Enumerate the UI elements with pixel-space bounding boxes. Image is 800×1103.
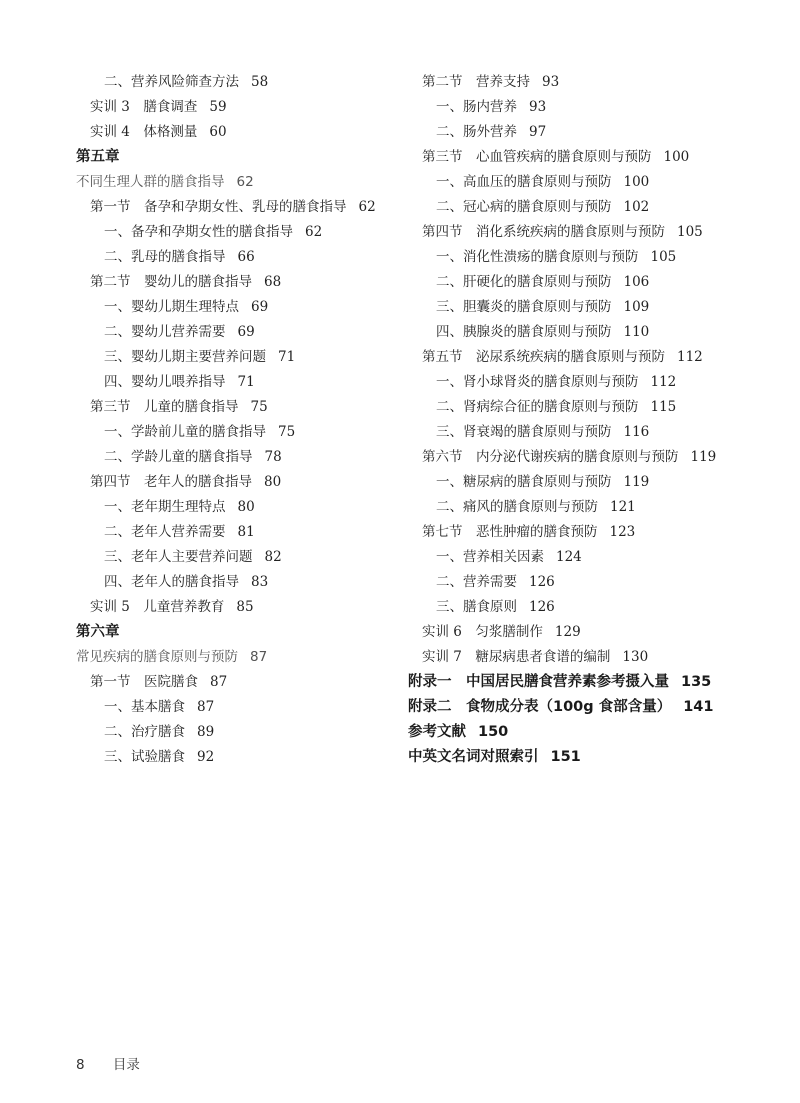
toc-entry-label: 实训 6 匀浆膳制作 <box>422 624 543 640</box>
toc-entry-label: 一、备孕和孕期女性的膳食指导 <box>104 224 293 240</box>
footer-section-label: 目录 <box>112 1057 140 1073</box>
toc-entry-section <box>76 470 396 495</box>
toc-entry-practice <box>76 95 396 120</box>
toc-entry-page: 112 <box>650 374 677 390</box>
toc-entry-label: 一、学龄前儿童的膳食指导 <box>104 424 266 440</box>
toc-entry-section <box>76 670 396 695</box>
toc-entry-label: 四、婴幼儿喂养指导 <box>104 374 226 390</box>
toc-entry-page: 71 <box>237 374 255 390</box>
toc-entry-section <box>408 220 788 245</box>
toc-entry-page: 75 <box>250 399 268 415</box>
toc-entry-appendix <box>408 720 788 745</box>
toc-entry-page: 100 <box>623 174 650 190</box>
toc-entry-label: 第二节 婴幼儿的膳食指导 <box>90 274 252 290</box>
toc-entry-page: 123 <box>609 524 636 540</box>
toc-entry-label: 一、肾小球肾炎的膳食原则与预防 <box>436 374 639 390</box>
toc-entry-label: 一、基本膳食 <box>104 699 185 715</box>
toc-entry-page: 80 <box>264 474 282 490</box>
toc-entry-page: 83 <box>251 574 269 590</box>
toc-entry-section <box>76 195 396 220</box>
toc-entry-page: 62 <box>236 174 254 190</box>
toc-entry-sub <box>76 320 396 345</box>
toc-entry-page: 87 <box>210 674 228 690</box>
toc-entry-page: 81 <box>237 524 255 540</box>
toc-entry-label: 一、高血压的膳食原则与预防 <box>436 174 612 190</box>
toc-entry-sub <box>408 295 788 320</box>
toc-entry-label: 一、消化性溃疡的膳食原则与预防 <box>436 249 639 265</box>
toc-entry-label: 第二节 营养支持 <box>422 74 530 90</box>
toc-entry-sub <box>76 495 396 520</box>
toc-entry-sub <box>408 120 788 145</box>
toc-entry-page: 97 <box>529 124 547 140</box>
toc-entry-label: 四、胰腺炎的膳食原则与预防 <box>436 324 612 340</box>
toc-entry-page: 119 <box>623 474 650 490</box>
toc-entry-section <box>76 270 396 295</box>
toc-entry-page: 105 <box>650 249 677 265</box>
toc-entry-appendix <box>408 745 788 770</box>
toc-entry-page: 80 <box>237 499 255 515</box>
toc-entry-sub <box>408 320 788 345</box>
toc-entry-label: 一、婴幼儿期生理特点 <box>104 299 239 315</box>
toc-entry-sub <box>76 245 396 270</box>
toc-entry-sub <box>76 520 396 545</box>
toc-entry-page: 112 <box>677 349 703 365</box>
toc-entry-section <box>408 145 788 170</box>
toc-entry-page: 151 <box>550 749 581 765</box>
toc-entry-label: 二、冠心病的膳食原则与预防 <box>436 199 612 215</box>
toc-left-column <box>76 70 396 770</box>
toc-entry-label: 三、膳食原则 <box>436 599 517 615</box>
toc-entry-label: 实训 5 儿童营养教育 <box>90 599 225 615</box>
toc-entry-sub <box>76 545 396 570</box>
toc-entry-page: 106 <box>623 274 650 290</box>
toc-entry-label: 一、肠内营养 <box>436 99 517 115</box>
toc-entry-label: 三、胆囊炎的膳食原则与预防 <box>436 299 612 315</box>
toc-entry-page: 87 <box>250 649 268 665</box>
toc-entry-label: 二、痛风的膳食原则与预防 <box>436 499 598 515</box>
toc-entry-label: 二、肠外营养 <box>436 124 517 140</box>
toc-entry-page: 87 <box>197 699 215 715</box>
toc-entry-label: 二、老年人营养需要 <box>104 524 226 540</box>
toc-entry-page: 102 <box>623 199 650 215</box>
toc-entry-sub <box>76 420 396 445</box>
toc-entry-sub <box>408 595 788 620</box>
toc-entry-label: 第七节 恶性肿瘤的膳食预防 <box>422 524 598 540</box>
toc-entry-page: 69 <box>251 299 269 315</box>
toc-entry-label: 中英文名词对照索引 <box>408 749 539 765</box>
toc-entry-appendix <box>408 670 788 695</box>
toc-entry-sub <box>408 245 788 270</box>
toc-entry-sub <box>408 195 788 220</box>
toc-entry-sub <box>76 295 396 320</box>
toc-entry-sub <box>76 220 396 245</box>
toc-entry-chapter <box>76 620 396 645</box>
toc-entry-page: 89 <box>197 724 215 740</box>
toc-entry-page: 78 <box>264 449 282 465</box>
toc-entry-label: 一、老年期生理特点 <box>104 499 226 515</box>
toc-entry-page: 119 <box>690 449 717 465</box>
toc-entry-section <box>408 70 788 95</box>
toc-entry-label: 第五节 泌尿系统疾病的膳食原则与预防 <box>422 349 665 365</box>
toc-entry-label: 二、治疗膳食 <box>104 724 185 740</box>
toc-entry-practice <box>408 645 788 670</box>
toc-entry-chapter <box>76 145 396 170</box>
toc-entry-label: 实训 7 糖尿病患者食谱的编制 <box>422 649 611 665</box>
toc-entry-label: 二、乳母的膳食指导 <box>104 249 226 265</box>
toc-entry-page: 126 <box>529 574 555 590</box>
toc-entry-sub <box>408 370 788 395</box>
toc-entry-label: 常见疾病的膳食原则与预防 <box>76 649 238 665</box>
toc-entry-page: 93 <box>529 99 547 115</box>
toc-entry-label: 三、婴幼儿期主要营养问题 <box>104 349 266 365</box>
toc-entry-label: 第一节 备孕和孕期女性、乳母的膳食指导 <box>90 199 347 215</box>
toc-entry-label: 二、婴幼儿营养需要 <box>104 324 226 340</box>
toc-entry-label: 二、营养风险筛查方法 <box>104 74 239 90</box>
toc-entry-page: 121 <box>610 499 636 515</box>
toc-entry-label: 第六节 内分泌代谢疾病的膳食原则与预防 <box>422 449 679 465</box>
toc-entry-label: 不同生理人群的膳食指导 <box>76 174 225 190</box>
toc-entry-sub <box>76 745 396 770</box>
page-footer <box>76 1053 140 1073</box>
toc-entry-page: 130 <box>622 649 649 665</box>
toc-entry-label: 第六章 <box>76 624 120 640</box>
toc-entry-page: 100 <box>663 149 690 165</box>
toc-entry-section <box>408 445 788 470</box>
toc-entry-page: 126 <box>529 599 555 615</box>
toc-entry-page: 62 <box>305 224 323 240</box>
toc-entry-label: 二、肝硬化的膳食原则与预防 <box>436 274 612 290</box>
toc-entry-page: 82 <box>264 549 282 565</box>
toc-entry-practice <box>76 595 396 620</box>
toc-entry-chaptitle <box>76 645 396 670</box>
toc-entry-sub <box>408 270 788 295</box>
toc-entry-label: 第五章 <box>76 149 120 165</box>
toc-entry-page: 69 <box>237 324 255 340</box>
toc-entry-page: 135 <box>681 674 712 690</box>
toc-entry-page: 141 <box>683 699 714 715</box>
toc-entry-appendix <box>408 695 788 720</box>
toc-entry-sub <box>76 345 396 370</box>
toc-entry-label: 一、营养相关因素 <box>436 549 544 565</box>
toc-entry-sub <box>408 495 788 520</box>
toc-entry-label: 参考文献 <box>408 724 466 740</box>
toc-entry-sub <box>76 445 396 470</box>
toc-entry-label: 三、试验膳食 <box>104 749 185 765</box>
toc-entry-page: 71 <box>278 349 296 365</box>
toc-entry-page: 115 <box>650 399 677 415</box>
page-number: 8 <box>76 1057 85 1073</box>
toc-entry-sub <box>76 70 396 95</box>
toc-entry-page: 92 <box>197 749 215 765</box>
toc-entry-sub <box>408 95 788 120</box>
toc-entry-sub <box>76 695 396 720</box>
toc-right-column <box>408 70 788 770</box>
toc-entry-sub <box>76 370 396 395</box>
toc-entry-page: 66 <box>237 249 255 265</box>
toc-entry-page: 60 <box>209 124 227 140</box>
toc-entry-label: 第三节 儿童的膳食指导 <box>90 399 239 415</box>
toc-entry-label: 第一节 医院膳食 <box>90 674 198 690</box>
toc-entry-page: 105 <box>677 224 703 240</box>
toc-entry-practice <box>408 620 788 645</box>
toc-entry-label: 二、营养需要 <box>436 574 517 590</box>
toc-entry-label: 四、老年人的膳食指导 <box>104 574 239 590</box>
toc-entry-label: 一、糖尿病的膳食原则与预防 <box>436 474 612 490</box>
toc-entry-sub <box>408 570 788 595</box>
toc-entry-chaptitle <box>76 170 396 195</box>
toc-entry-page: 110 <box>623 324 650 340</box>
toc-entry-sub <box>408 395 788 420</box>
toc-entry-page: 93 <box>542 74 560 90</box>
toc-entry-sub <box>76 720 396 745</box>
toc-entry-page: 68 <box>264 274 282 290</box>
toc-entry-section <box>408 345 788 370</box>
toc-entry-page: 85 <box>236 599 254 615</box>
toc-entry-sub <box>408 545 788 570</box>
toc-entry-page: 58 <box>251 74 269 90</box>
toc-entry-label: 实训 3 膳食调查 <box>90 99 198 115</box>
toc-entry-practice <box>76 120 396 145</box>
toc-entry-page: 109 <box>623 299 650 315</box>
toc-entry-label: 附录二 食物成分表（100g 食部含量） <box>408 699 672 715</box>
toc-entry-page: 150 <box>478 724 509 740</box>
toc-entry-label: 二、学龄儿童的膳食指导 <box>104 449 253 465</box>
toc-entry-label: 三、肾衰竭的膳食原则与预防 <box>436 424 612 440</box>
toc-entry-label: 三、老年人主要营养问题 <box>104 549 253 565</box>
toc-entry-page: 124 <box>556 549 582 565</box>
toc-entry-label: 实训 4 体格测量 <box>90 124 198 140</box>
toc-entry-label: 第四节 老年人的膳食指导 <box>90 474 252 490</box>
toc-entry-section <box>408 520 788 545</box>
toc-entry-sub <box>408 420 788 445</box>
toc-entry-label: 第四节 消化系统疾病的膳食原则与预防 <box>422 224 665 240</box>
toc-entry-label: 第三节 心血管疾病的膳食原则与预防 <box>422 149 652 165</box>
toc-entry-sub <box>408 470 788 495</box>
toc-entry-sub <box>76 570 396 595</box>
toc-entry-page: 75 <box>278 424 296 440</box>
toc-entry-label: 二、肾病综合征的膳食原则与预防 <box>436 399 639 415</box>
toc-entry-page: 62 <box>358 199 376 215</box>
toc-entry-label: 附录一 中国居民膳食营养素参考摄入量 <box>408 674 669 690</box>
toc-entry-page: 116 <box>623 424 650 440</box>
toc-entry-sub <box>408 170 788 195</box>
toc-entry-page: 129 <box>554 624 581 640</box>
toc-entry-section <box>76 395 396 420</box>
toc-entry-page: 59 <box>209 99 227 115</box>
